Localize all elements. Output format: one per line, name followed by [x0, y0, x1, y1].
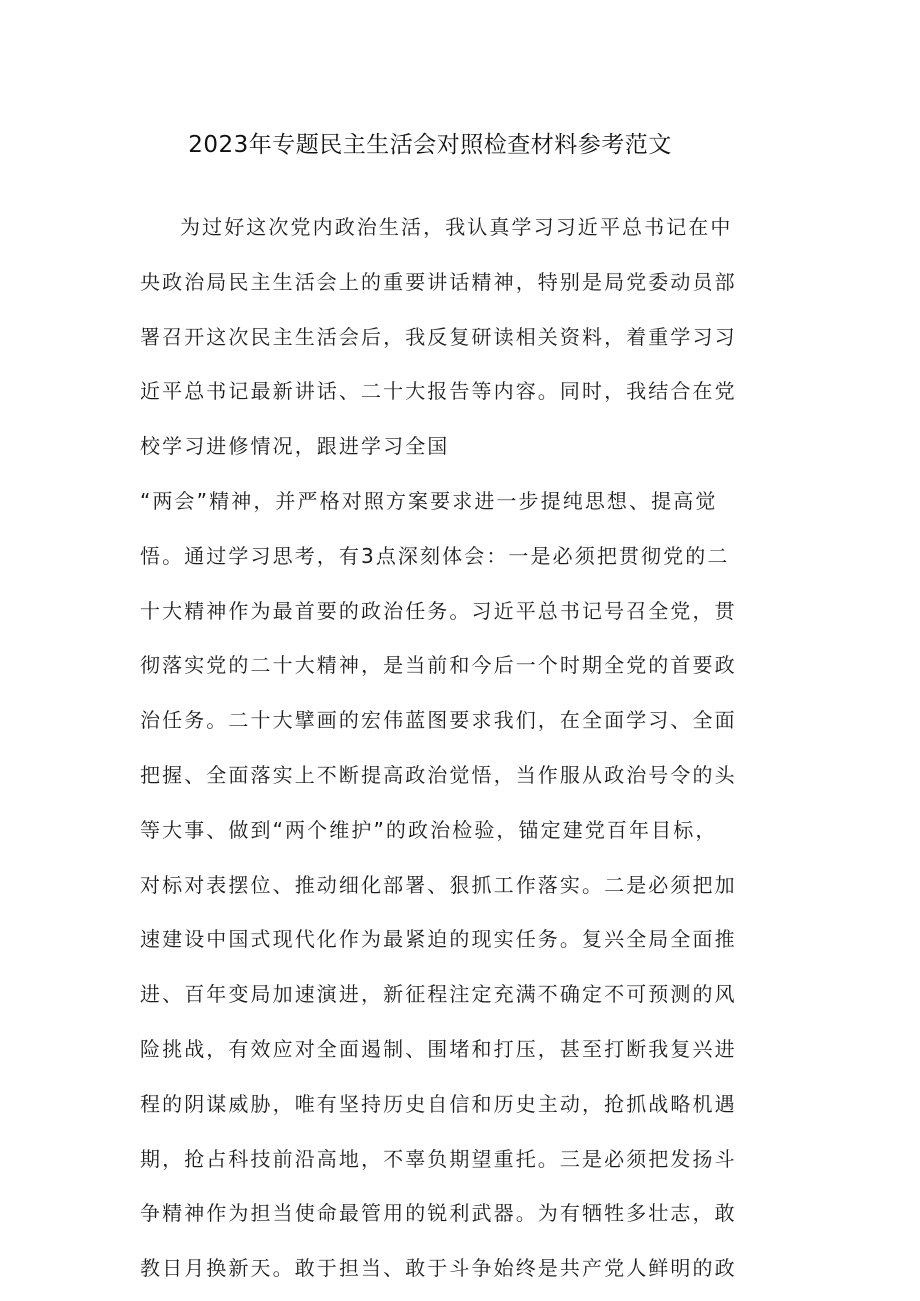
- paragraph-line: 进、百年变局加速演进，新征程注定充满不确定不可预测的风: [140, 982, 737, 1007]
- paragraph-line: 等大事、做到“两个维护”的政治检验，锚定建党百年目标，: [140, 817, 718, 842]
- paragraph-line: 彻落实党的二十大精神，是当前和今后一个时期全党的首要政: [140, 653, 737, 678]
- paragraph-line: 争精神作为担当使命最管用的锐利武器。为有牺牲多壮志，敢: [140, 1201, 737, 1226]
- paragraph-line: “两会”精神，并严格对照方案要求进一步提纯思想、提高觉: [140, 488, 718, 513]
- paragraph-line: 校学习进修情况，跟进学习全国: [140, 434, 450, 459]
- paragraph-line: 十大精神作为最首要的政治任务。习近平总书记号召全党，贯: [140, 598, 737, 623]
- paragraph-line: 程的阴谋威胁，唯有坚持历史自信和历史主动，抢抓战略机遇: [140, 1091, 737, 1116]
- paragraph-line: 悟。通过学习思考，有3点深刻体会：一是必须把贯彻党的二: [140, 543, 730, 568]
- paragraph-line: 近平总书记最新讲话、二十大报告等内容。同时，我结合在党: [140, 379, 737, 404]
- paragraph-line: 险挑战，有效应对全面遏制、围堵和打压，甚至打断我复兴进: [140, 1036, 737, 1061]
- paragraph-line: 把握、全面落实上不断提高政治觉悟，当作服从政治号令的头: [140, 762, 737, 787]
- paragraph-line: 署召开这次民主生活会后，我反复研读相关资料，着重学习习: [140, 324, 737, 349]
- paragraph-line: 期，抢占科技前沿高地，不辜负期望重托。三是必须把发扬斗: [140, 1146, 737, 1171]
- document-title: 2023年专题民主生活会对照检查材料参考范文: [188, 132, 672, 158]
- paragraph-line: 为过好这次党内政治生活，我认真学习习近平总书记在中: [180, 215, 733, 239]
- paragraph-line: 教日月换新天。敢于担当、敢于斗争始终是共产党人鲜明的政: [140, 1256, 737, 1281]
- paragraph-line: 速建设中国式现代化作为最紧迫的现实任务。复兴全局全面推: [140, 927, 737, 952]
- document-body: [140, 200, 780, 1296]
- paragraph-line: 对标对表摆位、推动细化部署、狠抓工作落实。二是必须把加: [140, 872, 737, 897]
- paragraph-line: 央政治局民主生活会上的重要讲话精神，特别是局党委动员部: [140, 269, 737, 294]
- paragraph-line: 治任务。二十大擘画的宏伟蓝图要求我们，在全面学习、全面: [140, 708, 737, 733]
